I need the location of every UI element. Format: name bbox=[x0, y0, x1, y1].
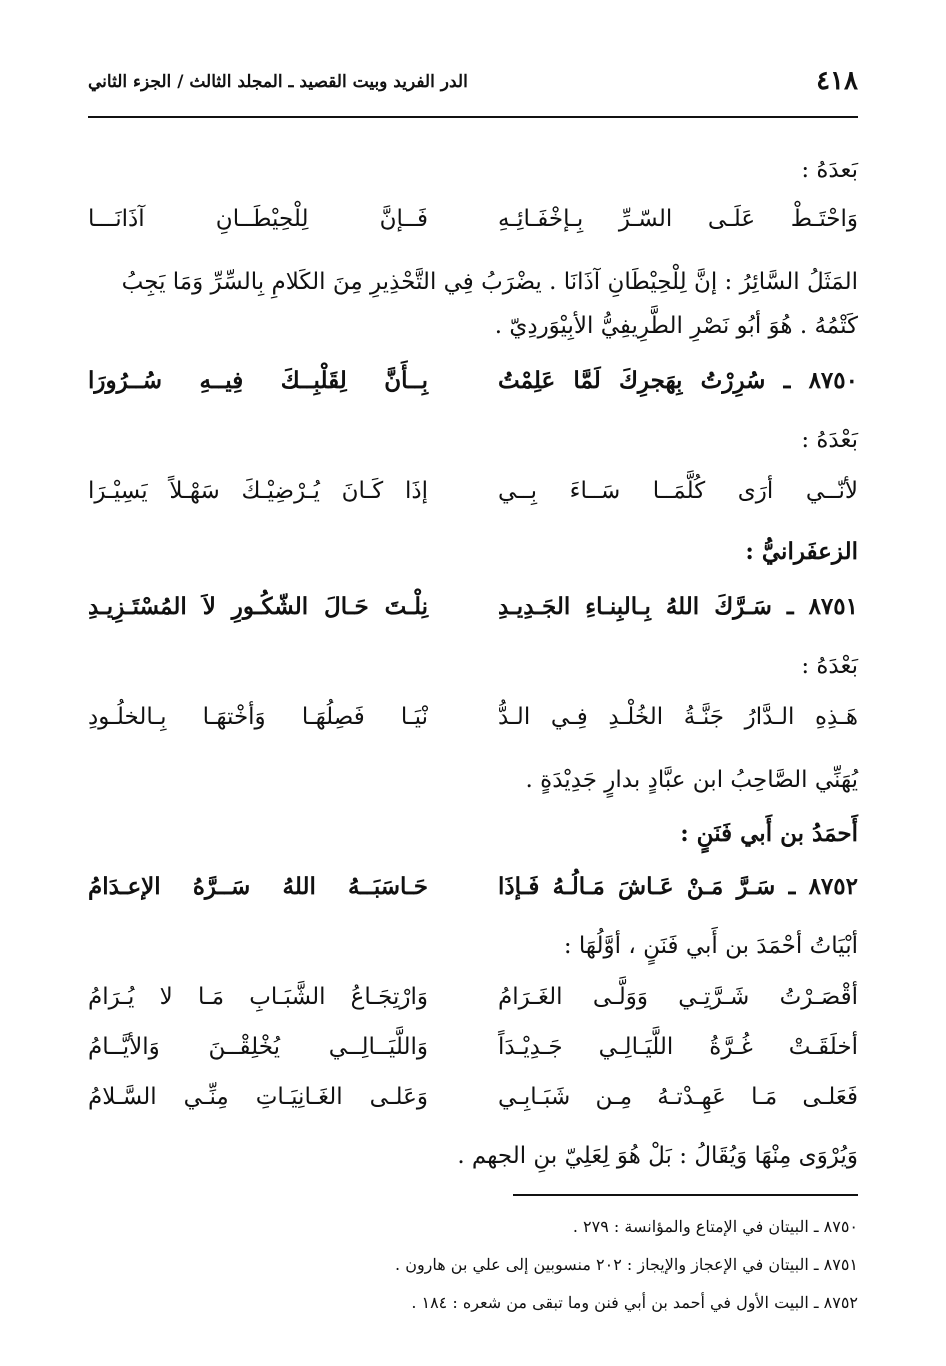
verse-second-hemistich: وَاللَّيَــالِــي يُخْلِقْــنَ وَالأيَّــامُ bbox=[88, 1034, 428, 1060]
prose-line: كَتْمُهُ . هُوَ أبُو نَصْرِ الطَّرِيفِيُّ الأبِيْوَردِيّ . bbox=[494, 313, 858, 339]
verse-second-hemistich: فَــإنَّ لِلْحِيْطَــانِ آذَانَـــا bbox=[88, 206, 428, 232]
verse-line bbox=[88, 198, 858, 240]
verse-first-hemistich: أخلَقَـتْ غُـرَّةُ اللَّيَـالِـي جَـدِيْـدَاً bbox=[498, 1034, 858, 1060]
page-number: ٤١٨ bbox=[816, 66, 858, 96]
page-header bbox=[88, 66, 858, 106]
verse-first-hemistich: أقْصَـرْتُ شَـرَّتِـي وَوَلَّـى الغَـرَامُ bbox=[498, 984, 858, 1010]
verse-line bbox=[88, 1076, 858, 1118]
verse-line bbox=[88, 696, 858, 738]
prose-line: يُهَنِّي الصَّاحِبُ ابن عبَّادٍ بدارٍ جَدِيْدَةٍ . bbox=[525, 767, 858, 793]
verse-first-hemistich: لأنّــي أرَى كُلَّمَــا سَــاءَ بِــي bbox=[498, 478, 858, 504]
verse-second-hemistich: نِلْـتَ حَـالَ الشّكُـورِ لاَ المُسْتَـزِيـدِ bbox=[88, 593, 428, 620]
footnote-divider bbox=[513, 1194, 858, 1196]
verse-first-hemistich: ٨٧٥٢ ـ سَـرَّ مَـنْ عَـاشَ مَـالُـهُ فَـإذَا bbox=[498, 873, 858, 900]
prose-line: أبْيَاتُ أحْمَدَ بن أَبي فَنَنٍ ، أوَّلُهَا : bbox=[563, 933, 858, 959]
footnote: ٨٧٥٠ ـ البيتان في الإمتاع والمؤانسة : ٢٧٩ . bbox=[572, 1217, 858, 1236]
numbered-verse-8751 bbox=[88, 586, 858, 628]
verse-second-hemistich: بِــأَنَّ لِقَلْبِــكَ فِيــهِ سُــرُورَا bbox=[88, 367, 428, 394]
verse-first-hemistich: هَـذِهِ الـدَّارُ جَنَّـةُ الخُلْـدِ فِـي الـدُّ bbox=[498, 704, 858, 730]
numbered-verse-8750 bbox=[88, 360, 858, 402]
footnote: ٨٧٥١ ـ البيتان في الإعجاز والإيجاز : ٢٠٢ منسوبين إلى علي بن هارون . bbox=[395, 1255, 858, 1274]
verse-first-hemistich: ٨٧٥٠ ـ سُرِرْتُ بِهَجرِكَ لَمَّا عَلِمْتُ bbox=[498, 367, 858, 394]
header-divider bbox=[88, 116, 858, 118]
verse-second-hemistich: وَارْتِجَـاعُ الشَّبَـابِ مَـا لا يُـرَامُ bbox=[88, 984, 428, 1010]
running-title: الدر الفريد وبيت القصيد ـ المجلد الثالث / الجزء الثاني bbox=[88, 72, 468, 92]
verse-second-hemistich: إذَا كَـانَ يُـرْضِيْـكَ سَهْـلاً يَسِيْـرَا bbox=[88, 478, 428, 504]
footnote: ٨٧٥٢ ـ البيت الأول في أحمد بن أبي فنن وما تبقى من شعره : ١٨٤ . bbox=[411, 1293, 858, 1312]
verse-second-hemistich: نْيَـا فَصِلُهَـا وَأخْتهَـا بِـالخلُـودِ bbox=[88, 704, 428, 730]
intro-label: بَعْدَهُ : bbox=[801, 653, 858, 679]
intro-label: بَعدَهُ : bbox=[801, 157, 858, 183]
verse-line bbox=[88, 1026, 858, 1068]
poet-name: أَحمَدُ بن أَبي فَنَنٍ : bbox=[680, 820, 858, 847]
numbered-verse-8752 bbox=[88, 866, 858, 908]
verse-line bbox=[88, 976, 858, 1018]
intro-label: بَعْدَهُ : bbox=[801, 427, 858, 453]
verse-second-hemistich: وَعَلـى الغَـانِيَـاتِ مِنِّـي السَّـلامُ bbox=[88, 1084, 428, 1110]
verse-line bbox=[88, 470, 858, 512]
poet-name: الزعفَرانيُّ : bbox=[745, 538, 858, 565]
verse-second-hemistich: حَـاسَبَــهُ اللهُ سَــرَّهُ الإعـدَامُ bbox=[88, 873, 428, 900]
verse-first-hemistich: فَعَلـى مَـا عَهِـدْتـهُ مِـن شَبَـابِـي bbox=[498, 1084, 858, 1110]
prose-line: وَيُرْوَى مِنْهَا وَيُقَالُ : بَلْ هُوَ لِعَلِيّ بنِ الجهم . bbox=[457, 1143, 858, 1169]
verse-first-hemistich: وَاحْتَـطْ عَلَـى السّـرِّ بِـإخْفَـائِـهِ bbox=[498, 206, 858, 232]
prose-line: المَثَلُ السَّائِرُ : إنَّ لِلْحِيْطَانِ آذَانَا . يضْرَبُ فِي التَّحْذِيرِ مِنَ الكَلامِ بِالسِّرِّ وَمَا يَجِبُ bbox=[121, 269, 858, 295]
verse-first-hemistich: ٨٧٥١ ـ سَـرَّكَ اللهُ بِـالبِنـاءِ الجَـدِيـدِ bbox=[498, 593, 858, 620]
